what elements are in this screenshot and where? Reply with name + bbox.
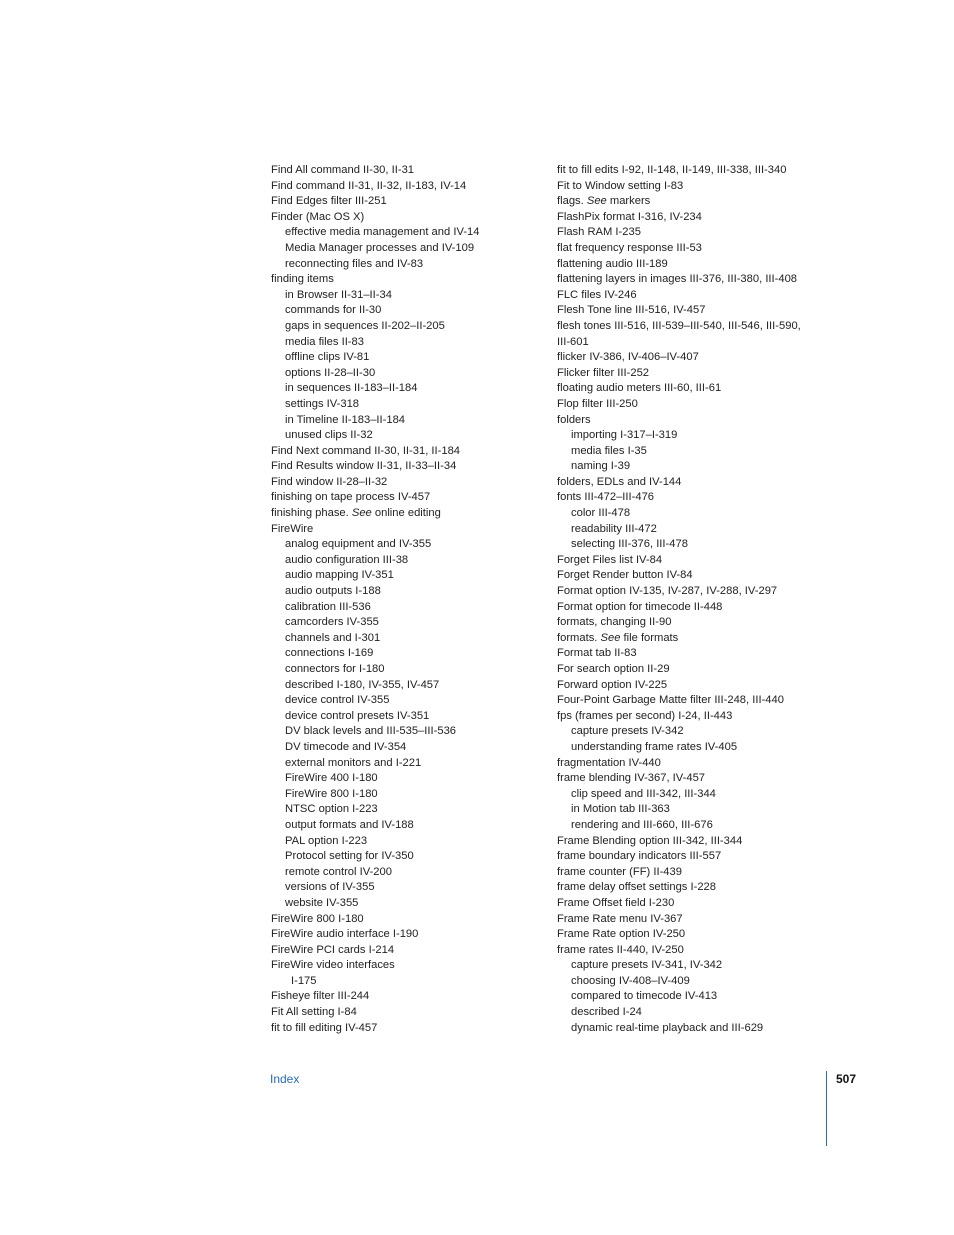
index-subentry: audio configuration III-38 bbox=[285, 553, 409, 566]
index-entry: Frame Offset field I-230 bbox=[557, 896, 675, 909]
index-entry: Finder (Mac OS X) bbox=[271, 210, 365, 223]
footer-divider bbox=[826, 1071, 827, 1146]
index-subentry: readability III-472 bbox=[571, 522, 657, 535]
index-subentry: commands for II-30 bbox=[285, 304, 382, 317]
index-entry: frame counter (FF) II-439 bbox=[557, 865, 682, 878]
index-subentry: clip speed and III-342, III-344 bbox=[571, 787, 716, 800]
index-entry: Fit All setting I-84 bbox=[271, 1006, 357, 1019]
index-subentry: camcorders IV-355 bbox=[285, 616, 379, 629]
index-subentry: versions of IV-355 bbox=[285, 881, 375, 894]
index-entry: FireWire video interfaces bbox=[271, 959, 395, 972]
index-subentry: in sequences II-183–II-184 bbox=[285, 382, 418, 395]
index-entry: Find command II-31, II-32, II-183, IV-14 bbox=[271, 179, 467, 192]
index-subentry: DV black levels and III-535–III-536 bbox=[285, 725, 457, 738]
index-subentry: external monitors and I-221 bbox=[285, 756, 422, 769]
index-subentry: website IV-355 bbox=[285, 896, 359, 909]
index-subentry: channels and I-301 bbox=[285, 631, 381, 644]
index-subentry: naming I-39 bbox=[571, 460, 631, 473]
index-subentry: DV timecode and IV-354 bbox=[285, 740, 407, 753]
index-subentry: compared to timecode IV-413 bbox=[571, 990, 718, 1003]
index-entry: FireWire 800 I-180 bbox=[271, 912, 364, 925]
index-entry: frame blending IV-367, IV-457 bbox=[557, 772, 706, 785]
index-entry: For search option II-29 bbox=[557, 663, 670, 675]
index-entry: fit to fill editing IV-457 bbox=[271, 1021, 378, 1034]
index-entry: Flesh Tone line III-516, IV-457 bbox=[557, 304, 706, 317]
index-entry: fragmentation IV-440 bbox=[557, 756, 661, 769]
index-subentry: importing I-317–I-319 bbox=[571, 429, 678, 442]
index-entry: flesh tones III-516, III-539–III-540, III-546, III-590, bbox=[557, 319, 801, 332]
index-entry: FireWire PCI cards I-214 bbox=[271, 943, 395, 956]
index-entry: fit to fill edits I-92, II-148, II-149, III-338, III-340 bbox=[557, 164, 787, 176]
index-entry: Find window II-28–II-32 bbox=[271, 475, 388, 488]
index-entry: frame delay offset settings I-228 bbox=[557, 881, 716, 894]
index-entry: flat frequency response III-53 bbox=[557, 241, 702, 254]
index-subentry: settings IV-318 bbox=[285, 397, 360, 410]
index-entry: FireWire audio interface I-190 bbox=[271, 928, 419, 941]
index-entry: flags. See markers bbox=[557, 195, 651, 208]
index-subentry: in Browser II-31–II-34 bbox=[285, 288, 392, 301]
index-subentry: in Timeline II-183–II-184 bbox=[285, 413, 406, 426]
index-entry: Fisheye filter III-244 bbox=[271, 990, 370, 1003]
index-entry: FLC files IV-246 bbox=[557, 288, 637, 301]
index-entry: FireWire bbox=[271, 522, 314, 535]
index-subentry: audio outputs I-188 bbox=[285, 585, 381, 598]
index-subentry: described I-24 bbox=[571, 1006, 642, 1019]
index-subentry: device control presets IV-351 bbox=[285, 709, 430, 722]
index-subentry: FireWire 400 I-180 bbox=[285, 772, 378, 785]
index-subentry: Media Manager processes and IV-109 bbox=[285, 241, 475, 254]
index-entry: Forward option IV-225 bbox=[557, 678, 668, 691]
index-entry: fps (frames per second) I-24, II-443 bbox=[557, 709, 733, 722]
index-entry: formats, changing II-90 bbox=[557, 616, 672, 629]
index-subentry: in Motion tab III-363 bbox=[571, 803, 670, 816]
index-subentry: options II-28–II-30 bbox=[285, 366, 376, 379]
index-subentry: connections I-169 bbox=[285, 647, 374, 660]
index-subentry: effective media management and IV-14 bbox=[285, 226, 480, 239]
index-subentry: media files I-35 bbox=[571, 444, 647, 457]
index-entry: Find Edges filter III-251 bbox=[271, 195, 387, 208]
index-entry: Forget Render button IV-84 bbox=[557, 569, 693, 582]
index-entry: Find Results window II-31, II-33–II-34 bbox=[271, 460, 457, 473]
index-entry: finishing on tape process IV-457 bbox=[271, 491, 431, 504]
index-entry: folders bbox=[557, 413, 591, 426]
index-entry: Format option IV-135, IV-287, IV-288, IV-297 bbox=[557, 585, 778, 598]
index-entry: Find All command II-30, II-31 bbox=[271, 164, 415, 176]
index-entry: flattening audio III-189 bbox=[557, 257, 668, 270]
index-entry: Format option for timecode II-448 bbox=[557, 600, 723, 613]
index-subentry: PAL option I-223 bbox=[285, 834, 368, 847]
index-entry: Frame Rate menu IV-367 bbox=[557, 912, 683, 925]
index-subentry: connectors for I-180 bbox=[285, 663, 385, 675]
index-subentry: output formats and IV-188 bbox=[285, 818, 414, 831]
index-subentry: reconnecting files and IV-83 bbox=[285, 257, 424, 270]
index-entry: frame rates II-440, IV-250 bbox=[557, 943, 684, 956]
index-column-right bbox=[557, 163, 827, 1036]
index-subentry: capture presets IV-342 bbox=[571, 725, 684, 738]
index-entry: flattening layers in images III-376, III-380, III-408 bbox=[557, 273, 798, 286]
index-entry: fonts III-472–III-476 bbox=[557, 491, 655, 504]
index-entry: Fit to Window setting I-83 bbox=[557, 179, 684, 192]
index-entry: floating audio meters III-60, III-61 bbox=[557, 382, 722, 395]
index-subentry: III-601 bbox=[557, 335, 589, 348]
index-entry: Flicker filter III-252 bbox=[557, 366, 650, 379]
index-entry: finishing phase. See online editing bbox=[271, 507, 441, 520]
index-entry: Find Next command II-30, II-31, II-184 bbox=[271, 444, 461, 457]
index-subentry: remote control IV-200 bbox=[285, 865, 392, 878]
index-entry: Forget Files list IV-84 bbox=[557, 553, 663, 566]
index-subentry: device control IV-355 bbox=[285, 694, 390, 707]
index-subentry: described I-180, IV-355, IV-457 bbox=[285, 678, 440, 691]
index-entry: frame boundary indicators III-557 bbox=[557, 850, 722, 863]
index-subentry: rendering and III-660, III-676 bbox=[571, 818, 713, 831]
index-subentry: capture presets IV-341, IV-342 bbox=[571, 959, 723, 972]
index-subentry: media files II-83 bbox=[285, 335, 364, 348]
index-subentry: FireWire 800 I-180 bbox=[285, 787, 378, 800]
index-entry: Frame Rate option IV-250 bbox=[557, 928, 686, 941]
index-entry: folders, EDLs and IV-144 bbox=[557, 475, 682, 488]
index-subentry: understanding frame rates IV-405 bbox=[571, 740, 738, 753]
page-number: 507 bbox=[836, 1072, 857, 1086]
index-subentry: dynamic real-time playback and III-629 bbox=[571, 1021, 764, 1034]
index-entry: Format tab II-83 bbox=[557, 647, 637, 660]
footer-section-label: Index bbox=[270, 1072, 300, 1086]
index-subentry: calibration III-536 bbox=[285, 600, 371, 613]
index-column-left bbox=[271, 163, 541, 1036]
index-entry: FlashPix format I-316, IV-234 bbox=[557, 210, 702, 223]
index-entry: flicker IV-386, IV-406–IV-407 bbox=[557, 351, 699, 364]
index-subentry: audio mapping IV-351 bbox=[285, 569, 394, 582]
index-subentry: Protocol setting for IV-350 bbox=[285, 850, 414, 863]
index-subentry: unused clips II-32 bbox=[285, 429, 373, 442]
index-entry: Four-Point Garbage Matte filter III-248, III-440 bbox=[557, 694, 784, 707]
index-entry: formats. See file formats bbox=[557, 631, 679, 644]
index-entry: Flop filter III-250 bbox=[557, 397, 638, 410]
index-subentry: I-175 bbox=[291, 974, 317, 987]
index-subentry: gaps in sequences II-202–II-205 bbox=[285, 319, 445, 332]
index-entry: Flash RAM I-235 bbox=[557, 226, 641, 239]
index-subentry: NTSC option I-223 bbox=[285, 803, 378, 816]
index-subentry: analog equipment and IV-355 bbox=[285, 538, 432, 551]
index-subentry: offline clips IV-81 bbox=[285, 351, 370, 364]
index-entry: finding items bbox=[271, 273, 334, 286]
index-subentry: choosing IV-408–IV-409 bbox=[571, 974, 690, 987]
index-subentry: selecting III-376, III-478 bbox=[571, 538, 688, 551]
index-subentry: color III-478 bbox=[571, 507, 631, 520]
index-entry: Frame Blending option III-342, III-344 bbox=[557, 834, 743, 847]
